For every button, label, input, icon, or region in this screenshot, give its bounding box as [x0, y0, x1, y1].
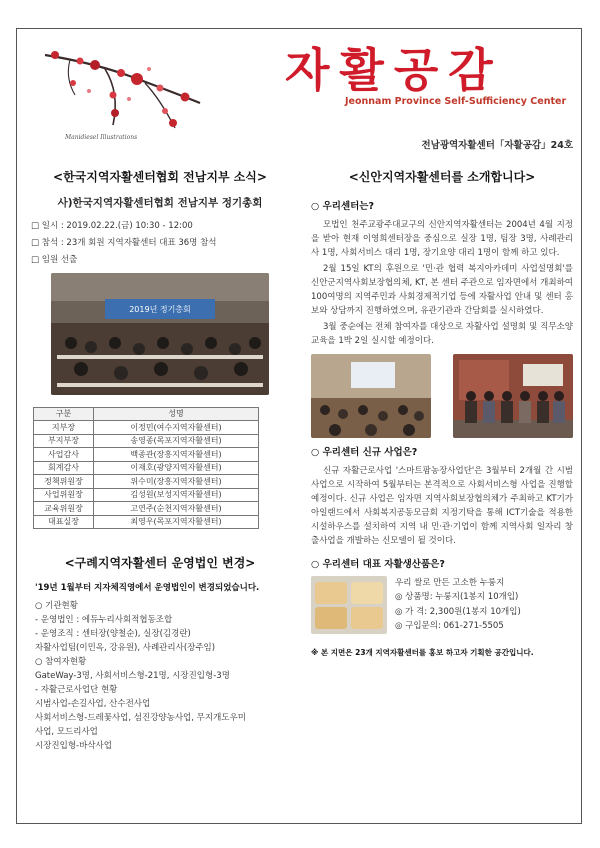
- cell-role: 정책위원장: [34, 475, 94, 489]
- cell-name: 김성원(보성지역자활센터): [94, 488, 259, 502]
- table-row: [34, 488, 259, 502]
- item-officers: □ 임원 선출: [31, 255, 78, 266]
- list-item: 시장진입형-바삭사업: [35, 740, 112, 751]
- about-text: [311, 218, 573, 348]
- col-header-role: 구분: [34, 407, 94, 421]
- list-item: 시범사업-손길사업, 산수전사업: [35, 698, 151, 709]
- issue-label: 전남광역자활센터「자활공감」24호: [421, 140, 573, 151]
- list-item: - 운영조직 : 센터장(양철순), 실장(김경란): [35, 628, 191, 639]
- table-row: [34, 434, 259, 448]
- center-name-english: Jeonnam Province Self-Sufficiency Center: [345, 96, 567, 107]
- cell-role: 회계감사: [34, 461, 94, 475]
- list-item: - 자활근로사업단 현황: [35, 684, 118, 695]
- section-title-new-business: ○ 우리센터 신규 사업은?: [311, 447, 418, 459]
- item-attendance: □ 참석 : 23개 회원 지역자활센터 대표 36명 참석: [31, 237, 217, 248]
- plum-blossom-illustration: [25, 33, 215, 145]
- list-item: 자활사업팀(이민옥, 강유원), 사례관리사(장주임): [35, 642, 216, 653]
- table-row: [34, 502, 259, 516]
- item-date: □ 일시 : 2019.02.22.(금) 10:30 - 12:00: [31, 220, 193, 231]
- headline-jeonnam-branch: <한국지역자활센터협회 전남지부 소식>: [53, 170, 267, 184]
- change-notice: '19년 1월부터 지자체직영에서 운영법인이 변경되었습니다.: [35, 583, 260, 594]
- table-row: [34, 461, 259, 475]
- cell-role: 대표실장: [34, 515, 94, 529]
- cell-name: 고연주(순천지역자활센터): [94, 502, 259, 516]
- officer-table: [33, 407, 259, 530]
- cell-role: 교육위원장: [34, 502, 94, 516]
- assembly-photo: [51, 273, 269, 395]
- staff-group-photo: [453, 354, 573, 438]
- cell-name: 위수미(장흥지역자활센터): [94, 475, 259, 489]
- art-caption: Manidiesel Illustrations: [65, 134, 138, 141]
- list-item: ○ 참여자현황: [35, 656, 87, 667]
- product-info: [395, 576, 521, 634]
- cell-name: 이정민(여수지역자활센터): [94, 421, 259, 435]
- gurye-details: [35, 599, 289, 753]
- product-name: ◎ 상품명: 누룽지(1봉지 10개입): [395, 592, 519, 603]
- event-banner: 2019년 정기총회: [129, 304, 191, 314]
- cell-name: 송영종(목포지역자활센터): [94, 434, 259, 448]
- list-item: 사회서비스형-드레꽃사업, 섬진강양농사업, 무지개도우미: [35, 712, 246, 723]
- list-item: ○ 기관현황: [35, 600, 78, 611]
- cell-role: 지부장: [34, 421, 94, 435]
- headline-gurye-center: <구례지역자활센터 운영법인 변경>: [64, 556, 256, 571]
- product-contact: ◎ 구입문의: 061-271-5505: [395, 621, 504, 632]
- table-row: [34, 448, 259, 462]
- new-business-text: [311, 464, 573, 548]
- table-row: [34, 515, 259, 529]
- center-photos: [311, 354, 573, 438]
- headline-sinan-center: <신안지역자활센터를 소개합니다>: [348, 170, 536, 184]
- cell-role: 사업위원장: [34, 488, 94, 502]
- product-block: [311, 576, 573, 634]
- cell-role: 부지부장: [34, 434, 94, 448]
- list-item: - 운영법인 : 에듀누리사회적협동조합: [35, 614, 173, 625]
- list-item: GateWay-3명, 사회서비스형-21명, 시장진입형-3명: [35, 670, 230, 681]
- list-item: 사업, 모드리사업: [35, 726, 98, 737]
- nurungji-photo: [311, 576, 387, 634]
- product-price: ◎ 가 격: 2,300원(1봉지 10개입): [395, 606, 521, 617]
- footnote: ※ 본 지면은 23개 지역자활센터를 홍보 하고자 기획한 공간입니다.: [311, 647, 534, 657]
- table-row: [34, 475, 259, 489]
- subhead-general-assembly: 사)한국지역자활센터협회 전남지부 정기총회: [57, 197, 263, 210]
- masthead: [17, 29, 581, 157]
- col-header-name: 성명: [94, 407, 259, 421]
- cell-name: 백종관(장흥지역자활센터): [94, 448, 259, 462]
- paragraph: 2월 15일 KT의 후원으로 '민·관 협력 복지아카데미 사업설명회'를 신안군지역사회보장협의체, KT, 본 센터 주관으로 임자면에서 개최하여 100여명의 지역주민과 사회경제적기업 등에 자활사업 안내 및 센터 홍보와 상담까지 진행하였으며, 유관기관과 간담회를 실시하였다.: [311, 264, 573, 317]
- newsletter-title: 자활공감: [285, 43, 503, 97]
- cell-name: 이재호(광양지역자활센터): [94, 461, 259, 475]
- left-column: [31, 169, 289, 753]
- paragraph: 모법인 천주교광주대교구의 신안지역자활센터는 2004년 4월 지정을 받아 현재 이영희센터장을 중심으로 실장 1명, 팀장 3명, 사례관리사 1명, 사회서비스 대리 1명, 장기요양 대리 1명이 함께 하고 있다.: [311, 220, 573, 259]
- newsletter-page: [16, 28, 582, 824]
- product-tagline: 우리 쌀로 만든 고소한 누룽지: [395, 577, 505, 588]
- cell-role: 사업감사: [34, 448, 94, 462]
- paragraph: 신규 자활근로사업 '스마트팜농장사업단'은 3월부터 2개월 간 시범사업으로 시작하여 5월부터는 본격적으로 사회서비스형 사업을 진행할 예정이다. 신규 사업은 임자면 지역사회보장협의체가 주최하고 KT기가아일랜드에서 사회복지공동모금회 지정기탁을 통해 ICT기술을 적용한 시설하우스를 설치하여 지역 내 민·관·기업이 함께 지역사회 일자리 창출사업을 개발하는 신모델이 될 것이다.: [311, 466, 573, 547]
- paragraph: 3월 중순에는 전체 참여자를 대상으로 자활사업 설명회 및 직무소양교육을 1박 2일 실시할 예정이다.: [311, 322, 573, 347]
- right-column: [311, 169, 573, 659]
- seminar-photo: [311, 354, 431, 438]
- section-title-about: ○ 우리센터는?: [311, 201, 374, 213]
- section-title-product: ○ 우리센터 대표 자활생산품은?: [311, 559, 445, 571]
- cell-name: 최영우(목포지역자활센터): [94, 515, 259, 529]
- table-row: [34, 421, 259, 435]
